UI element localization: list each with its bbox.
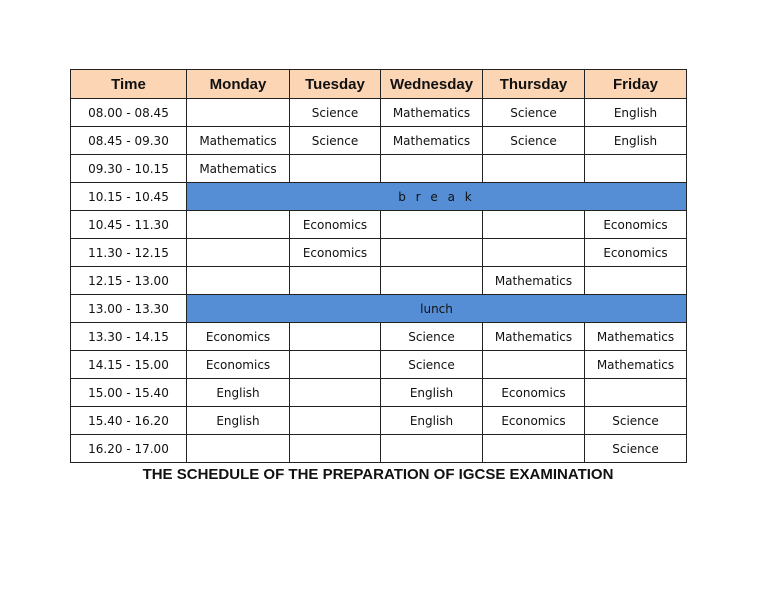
header-row [71, 70, 687, 99]
subject-cell: Mathematics [187, 127, 290, 155]
header-friday: Friday [585, 70, 687, 99]
time-cell: 12.15 - 13.00 [71, 267, 187, 295]
subject-cell [187, 267, 290, 295]
time-cell: 11.30 - 12.15 [71, 239, 187, 267]
subject-cell [483, 211, 585, 239]
subject-cell [187, 239, 290, 267]
subject-cell: Science [585, 435, 687, 463]
table-row [71, 267, 687, 295]
subject-cell [381, 435, 483, 463]
subject-cell [187, 211, 290, 239]
subject-cell: Mathematics [483, 323, 585, 351]
subject-cell: English [585, 99, 687, 127]
schedule-caption: THE SCHEDULE OF THE PREPARATION OF IGCSE EXAMINATION [142, 466, 614, 483]
subject-cell [290, 155, 381, 183]
subject-cell: English [585, 127, 687, 155]
time-cell: 10.45 - 11.30 [71, 211, 187, 239]
table-row [71, 99, 687, 127]
subject-cell: Economics [585, 239, 687, 267]
subject-cell: Economics [483, 379, 585, 407]
subject-cell: Economics [483, 407, 585, 435]
time-cell: 08.45 - 09.30 [71, 127, 187, 155]
subject-cell: Science [381, 323, 483, 351]
header-monday: Monday [187, 70, 290, 99]
subject-cell: English [187, 379, 290, 407]
subject-cell [290, 323, 381, 351]
subject-cell: Economics [187, 351, 290, 379]
band-cell: lunch [187, 295, 687, 323]
subject-cell: English [381, 379, 483, 407]
band-row [71, 183, 687, 211]
time-cell: 15.00 - 15.40 [71, 379, 187, 407]
subject-cell [187, 435, 290, 463]
subject-cell [585, 267, 687, 295]
time-cell: 14.15 - 15.00 [71, 351, 187, 379]
subject-cell: Economics [290, 211, 381, 239]
time-cell: 15.40 - 16.20 [71, 407, 187, 435]
table-row [71, 323, 687, 351]
table-row [71, 407, 687, 435]
schedule-table [70, 69, 687, 463]
header-tuesday: Tuesday [290, 70, 381, 99]
table-row [71, 351, 687, 379]
subject-cell: English [381, 407, 483, 435]
subject-cell: Mathematics [585, 351, 687, 379]
subject-cell: Economics [187, 323, 290, 351]
subject-cell [585, 155, 687, 183]
subject-cell: Mathematics [585, 323, 687, 351]
subject-cell: Mathematics [381, 127, 483, 155]
time-cell: 08.00 - 08.45 [71, 99, 187, 127]
time-cell: 16.20 - 17.00 [71, 435, 187, 463]
subject-cell: Science [290, 99, 381, 127]
subject-cell: Science [585, 407, 687, 435]
subject-cell [290, 435, 381, 463]
subject-cell: Science [381, 351, 483, 379]
subject-cell: Science [483, 99, 585, 127]
band-cell: b r e a k [187, 183, 687, 211]
subject-cell: Science [290, 127, 381, 155]
subject-cell: Science [483, 127, 585, 155]
band-row [71, 295, 687, 323]
schedule-body [71, 99, 687, 463]
header-thursday: Thursday [483, 70, 585, 99]
subject-cell: Mathematics [187, 155, 290, 183]
table-row [71, 127, 687, 155]
subject-cell [187, 99, 290, 127]
subject-cell [381, 211, 483, 239]
subject-cell: Economics [585, 211, 687, 239]
table-row [71, 379, 687, 407]
subject-cell [381, 155, 483, 183]
subject-cell [483, 351, 585, 379]
table-row [71, 155, 687, 183]
header-wednesday: Wednesday [381, 70, 483, 99]
time-cell: 13.30 - 14.15 [71, 323, 187, 351]
subject-cell [290, 407, 381, 435]
table-row [71, 435, 687, 463]
time-cell: 10.15 - 10.45 [71, 183, 187, 211]
subject-cell [290, 267, 381, 295]
subject-cell [381, 239, 483, 267]
subject-cell: English [187, 407, 290, 435]
subject-cell [483, 155, 585, 183]
subject-cell: Economics [290, 239, 381, 267]
subject-cell: Mathematics [483, 267, 585, 295]
header-time: Time [71, 70, 187, 99]
time-cell: 13.00 - 13.30 [71, 295, 187, 323]
time-cell: 09.30 - 10.15 [71, 155, 187, 183]
table-row [71, 239, 687, 267]
subject-cell [483, 239, 585, 267]
table-row [71, 211, 687, 239]
subject-cell: Mathematics [381, 99, 483, 127]
subject-cell [290, 351, 381, 379]
subject-cell [585, 379, 687, 407]
subject-cell [483, 435, 585, 463]
subject-cell [381, 267, 483, 295]
subject-cell [290, 379, 381, 407]
